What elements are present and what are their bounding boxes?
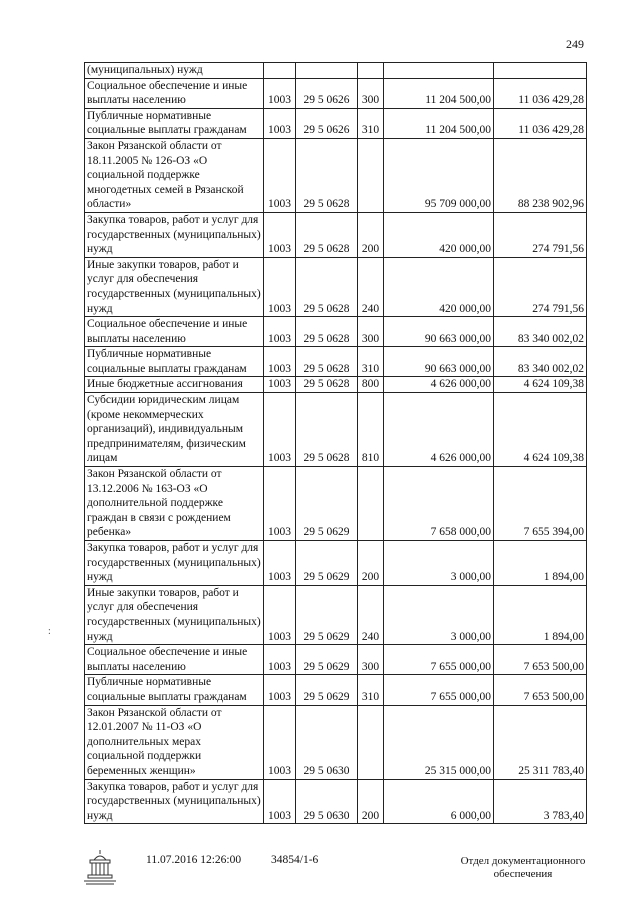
row-plan-amount-cell: 4 626 000,00 bbox=[384, 393, 494, 467]
row-fact-amount-cell: 3 783,40 bbox=[494, 779, 587, 824]
row-name-cell: Закупка товаров, работ и услуг для государственных (муниципальных) нужд bbox=[85, 779, 264, 824]
row-section-cell: 1003 bbox=[264, 705, 296, 779]
row-article-cell: 29 5 0630 bbox=[296, 779, 358, 824]
row-plan-amount-cell: 420 000,00 bbox=[384, 257, 494, 316]
row-name-cell: Публичные нормативные социальные выплаты гражданам bbox=[85, 108, 264, 138]
footer-datetime: 11.07.2016 12:26:00 bbox=[146, 854, 242, 866]
row-fact-amount-cell: 7 653 500,00 bbox=[494, 645, 587, 675]
table-row bbox=[85, 377, 587, 393]
table-row bbox=[85, 347, 587, 377]
row-name-cell: Закон Рязанской области от 18.11.2005 № 126-ОЗ «О социальной поддержке многодетных семей в Рязанской области» bbox=[85, 138, 264, 212]
page-number: 249 bbox=[566, 37, 584, 51]
table-row bbox=[85, 257, 587, 316]
row-plan-amount-cell: 420 000,00 bbox=[384, 212, 494, 257]
row-section-cell: 1003 bbox=[264, 138, 296, 212]
table-row bbox=[85, 541, 587, 586]
row-name-cell: Социальное обеспечение и иные выплаты населению bbox=[85, 78, 264, 108]
row-article-cell: 29 5 0626 bbox=[296, 78, 358, 108]
row-expense-type-cell: 240 bbox=[358, 585, 384, 644]
row-plan-amount-cell: 90 663 000,00 bbox=[384, 317, 494, 347]
row-fact-amount-cell: 83 340 002,02 bbox=[494, 347, 587, 377]
row-article-cell: 29 5 0629 bbox=[296, 645, 358, 675]
row-section-cell: 1003 bbox=[264, 675, 296, 705]
row-expense-type-cell: 300 bbox=[358, 317, 384, 347]
row-name-cell: Социальное обеспечение и иные выплаты населению bbox=[85, 645, 264, 675]
table-row bbox=[85, 78, 587, 108]
row-article-cell: 29 5 0630 bbox=[296, 705, 358, 779]
row-name-cell: Публичные нормативные социальные выплаты гражданам bbox=[85, 347, 264, 377]
row-section-cell: 1003 bbox=[264, 347, 296, 377]
row-name-cell: Иные бюджетные ассигнования bbox=[85, 377, 264, 393]
row-expense-type-cell bbox=[358, 63, 384, 79]
row-name-cell: (муниципальных) нужд bbox=[85, 63, 264, 79]
row-expense-type-cell: 800 bbox=[358, 377, 384, 393]
row-plan-amount-cell: 4 626 000,00 bbox=[384, 377, 494, 393]
row-plan-amount-cell bbox=[384, 63, 494, 79]
row-fact-amount-cell bbox=[494, 63, 587, 79]
row-section-cell bbox=[264, 63, 296, 79]
row-article-cell: 29 5 0629 bbox=[296, 585, 358, 644]
row-plan-amount-cell: 7 655 000,00 bbox=[384, 645, 494, 675]
row-article-cell: 29 5 0628 bbox=[296, 347, 358, 377]
row-section-cell: 1003 bbox=[264, 257, 296, 316]
row-fact-amount-cell: 11 036 429,28 bbox=[494, 78, 587, 108]
table-row bbox=[85, 645, 587, 675]
margin-mark: : bbox=[48, 626, 51, 637]
row-name-cell: Субсидии юридическим лицам (кроме некоммерческих организаций), индивидуальным предпринимателям, физическим лицам bbox=[85, 393, 264, 467]
row-article-cell: 29 5 0628 bbox=[296, 317, 358, 347]
table-row bbox=[85, 393, 587, 467]
row-plan-amount-cell: 3 000,00 bbox=[384, 585, 494, 644]
row-name-cell: Закупка товаров, работ и услуг для государственных (муниципальных) нужд bbox=[85, 541, 264, 586]
row-fact-amount-cell: 25 311 783,40 bbox=[494, 705, 587, 779]
row-expense-type-cell: 300 bbox=[358, 645, 384, 675]
row-article-cell: 29 5 0629 bbox=[296, 467, 358, 541]
row-article-cell: 29 5 0628 bbox=[296, 393, 358, 467]
row-expense-type-cell bbox=[358, 705, 384, 779]
table-row bbox=[85, 779, 587, 824]
row-section-cell: 1003 bbox=[264, 585, 296, 644]
row-plan-amount-cell: 90 663 000,00 bbox=[384, 347, 494, 377]
row-article-cell: 29 5 0628 bbox=[296, 138, 358, 212]
row-name-cell: Закон Рязанской области от 13.12.2006 № 163-ОЗ «О дополнительной поддержке граждан в связи с рождением ребенка» bbox=[85, 467, 264, 541]
row-name-cell: Иные закупки товаров, работ и услуг для обеспечения государственных (муниципальных) нужд bbox=[85, 257, 264, 316]
row-expense-type-cell bbox=[358, 467, 384, 541]
table-row bbox=[85, 63, 587, 79]
row-section-cell: 1003 bbox=[264, 645, 296, 675]
row-fact-amount-cell: 1 894,00 bbox=[494, 585, 587, 644]
row-article-cell: 29 5 0628 bbox=[296, 257, 358, 316]
row-expense-type-cell: 310 bbox=[358, 347, 384, 377]
row-plan-amount-cell: 11 204 500,00 bbox=[384, 108, 494, 138]
row-fact-amount-cell: 83 340 002,02 bbox=[494, 317, 587, 347]
footer-document-code: 34854/1-6 bbox=[271, 854, 319, 866]
budget-table bbox=[84, 62, 587, 824]
row-expense-type-cell bbox=[358, 138, 384, 212]
row-expense-type-cell: 310 bbox=[358, 108, 384, 138]
row-section-cell: 1003 bbox=[264, 467, 296, 541]
row-fact-amount-cell: 274 791,56 bbox=[494, 212, 587, 257]
row-name-cell: Публичные нормативные социальные выплаты гражданам bbox=[85, 675, 264, 705]
row-article-cell bbox=[296, 63, 358, 79]
row-plan-amount-cell: 6 000,00 bbox=[384, 779, 494, 824]
table-row bbox=[85, 467, 587, 541]
row-fact-amount-cell: 88 238 902,96 bbox=[494, 138, 587, 212]
table-row bbox=[85, 138, 587, 212]
row-plan-amount-cell: 7 655 000,00 bbox=[384, 675, 494, 705]
row-expense-type-cell: 810 bbox=[358, 393, 384, 467]
row-expense-type-cell: 300 bbox=[358, 78, 384, 108]
row-article-cell: 29 5 0629 bbox=[296, 541, 358, 586]
row-fact-amount-cell: 1 894,00 bbox=[494, 541, 587, 586]
row-section-cell: 1003 bbox=[264, 541, 296, 586]
row-expense-type-cell: 240 bbox=[358, 257, 384, 316]
row-name-cell: Закупка товаров, работ и услуг для государственных (муниципальных) нужд bbox=[85, 212, 264, 257]
table-row bbox=[85, 317, 587, 347]
row-name-cell: Социальное обеспечение и иные выплаты населению bbox=[85, 317, 264, 347]
row-fact-amount-cell: 274 791,56 bbox=[494, 257, 587, 316]
row-plan-amount-cell: 95 709 000,00 bbox=[384, 138, 494, 212]
row-article-cell: 29 5 0629 bbox=[296, 675, 358, 705]
row-plan-amount-cell: 25 315 000,00 bbox=[384, 705, 494, 779]
footer-department: Отдел документационного обеспечения bbox=[460, 855, 586, 880]
row-fact-amount-cell: 7 653 500,00 bbox=[494, 675, 587, 705]
row-section-cell: 1003 bbox=[264, 78, 296, 108]
row-section-cell: 1003 bbox=[264, 393, 296, 467]
row-article-cell: 29 5 0628 bbox=[296, 377, 358, 393]
row-fact-amount-cell: 4 624 109,38 bbox=[494, 393, 587, 467]
duma-logo bbox=[80, 848, 120, 886]
row-plan-amount-cell: 7 658 000,00 bbox=[384, 467, 494, 541]
row-fact-amount-cell: 7 655 394,00 bbox=[494, 467, 587, 541]
row-section-cell: 1003 bbox=[264, 779, 296, 824]
row-article-cell: 29 5 0626 bbox=[296, 108, 358, 138]
budget-table-body bbox=[85, 63, 587, 824]
table-row bbox=[85, 675, 587, 705]
row-section-cell: 1003 bbox=[264, 108, 296, 138]
table-row bbox=[85, 705, 587, 779]
table-row bbox=[85, 212, 587, 257]
row-section-cell: 1003 bbox=[264, 212, 296, 257]
row-name-cell: Иные закупки товаров, работ и услуг для обеспечения государственных (муниципальных) нужд bbox=[85, 585, 264, 644]
table-row bbox=[85, 108, 587, 138]
row-expense-type-cell: 310 bbox=[358, 675, 384, 705]
row-expense-type-cell: 200 bbox=[358, 779, 384, 824]
row-plan-amount-cell: 3 000,00 bbox=[384, 541, 494, 586]
table-row bbox=[85, 585, 587, 644]
row-name-cell: Закон Рязанской области от 12.01.2007 № 11-ОЗ «О дополнительных мерах социальной поддержки беременных женщин» bbox=[85, 705, 264, 779]
row-expense-type-cell: 200 bbox=[358, 541, 384, 586]
row-article-cell: 29 5 0628 bbox=[296, 212, 358, 257]
row-plan-amount-cell: 11 204 500,00 bbox=[384, 78, 494, 108]
row-fact-amount-cell: 4 624 109,38 bbox=[494, 377, 587, 393]
row-section-cell: 1003 bbox=[264, 317, 296, 347]
row-fact-amount-cell: 11 036 429,28 bbox=[494, 108, 587, 138]
row-section-cell: 1003 bbox=[264, 377, 296, 393]
row-expense-type-cell: 200 bbox=[358, 212, 384, 257]
